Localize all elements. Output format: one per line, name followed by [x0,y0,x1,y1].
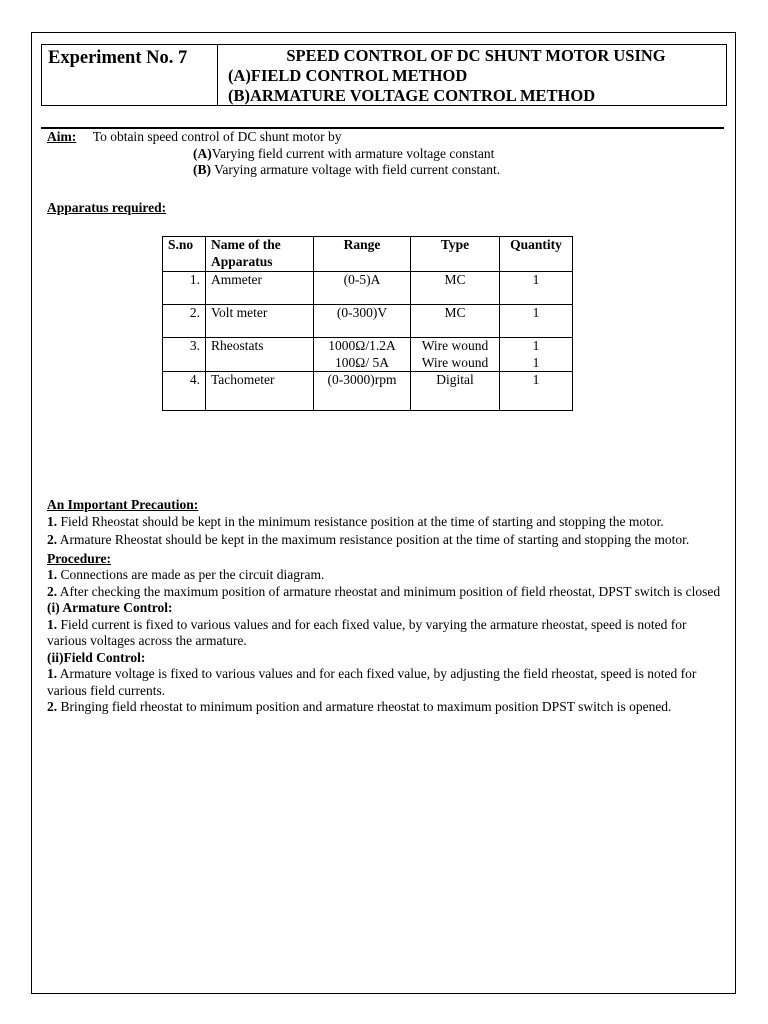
cell-sno: 3. [163,338,206,372]
experiment-header [41,44,727,106]
table-row [163,305,573,338]
procedure-item: 1. Connections are made as per the circuit diagram. [47,567,325,582]
qty-line-2: 1 [532,354,540,370]
cell-quantity [500,338,573,372]
procedure-item: 2. Bringing field rheostat to minimum position and armature rheostat to maximum position DPST switch is opened. [47,699,672,714]
aim-text: To obtain speed control of DC shunt motor by [92,129,342,144]
table-row [163,338,573,372]
table-row [163,272,573,305]
column-header: Name of the Apparatus [206,237,314,272]
cell-type: MC [411,305,500,338]
column-header: S.no [163,237,206,272]
table-header-row [163,237,573,272]
column-header: Type [411,237,500,272]
cell-quantity: 1 [500,272,573,305]
cell-quantity: 1 [500,305,573,338]
range-line-1: 1000Ω/1.2A [328,338,396,353]
cell-range [314,338,411,372]
field-control-heading: (ii)Field Control: [47,649,146,665]
cell-sno: 4. [163,372,206,411]
precaution-heading: An Important Precaution: [47,497,199,512]
cell-type: Digital [411,372,500,411]
aim-section [47,129,727,179]
type-line-2: Wire wound [421,354,489,370]
precaution-item: 1. Field Rheostat should be kept in the minimum resistance position at the time of starting and stopping the motor. [47,513,664,529]
cell-type: MC [411,272,500,305]
range-line-2: 100Ω/ 5A [335,354,389,370]
aim-label: Aim: [47,129,77,144]
cell-sno: 2. [163,305,206,338]
method-b-title: (B)ARMATURE VOLTAGE CONTROL METHOD [228,86,596,105]
procedure-heading: Procedure: [47,550,111,566]
aim-b-text: Varying armature voltage with field current constant. [211,162,501,177]
column-header: Quantity [500,237,573,272]
cell-range: (0-5)A [314,272,411,305]
procedure-item: 1. Field current is fixed to various values and for each fixed value, by varying the armature rheostat, speed is noted for various voltages across the armature. [47,616,687,648]
cell-sno: 1. [163,272,206,305]
cell-quantity: 1 [500,372,573,411]
experiment-title: SPEED CONTROL OF DC SHUNT MOTOR USING [286,46,666,65]
experiment-number: Experiment No. 7 [42,45,218,105]
table-row [163,372,573,411]
qty-line-1: 1 [532,338,540,353]
aim-a-tag: (A) [193,145,212,161]
procedure-item: 1. Armature voltage is fixed to various values and for each fixed value, by adjusting the field rheostat, speed is noted for various field currents. [47,666,697,698]
instructions-section [47,497,723,716]
precaution-item: 2. Armature Rheostat should be kept in the maximum resistance position at the time of starting and stopping the motor. [47,532,690,547]
type-line-1: Wire wound [421,338,489,353]
procedure-item: 2. After checking the maximum position of armature rheostat and minimum position of field rheostat, DPST switch is closed [47,583,721,599]
cell-name: Volt meter [206,305,314,338]
cell-name: Tachometer [206,372,314,411]
cell-range: (0-300)V [314,305,411,338]
armature-control-heading: (i) Armature Control: [47,600,173,615]
aim-b-tag: (B) [193,162,211,177]
method-a-title: (A)FIELD CONTROL METHOD [228,66,468,85]
cell-name: Ammeter [206,272,314,305]
experiment-title-block [218,45,726,105]
aim-a-text: Varying field current with armature voltage constant [211,145,495,161]
apparatus-heading: Apparatus required: [47,200,167,215]
cell-range: (0-3000)rpm [314,372,411,411]
cell-name: Rheostats [206,338,314,372]
column-header: Range [314,237,411,272]
cell-type [411,338,500,372]
apparatus-table [162,236,573,411]
